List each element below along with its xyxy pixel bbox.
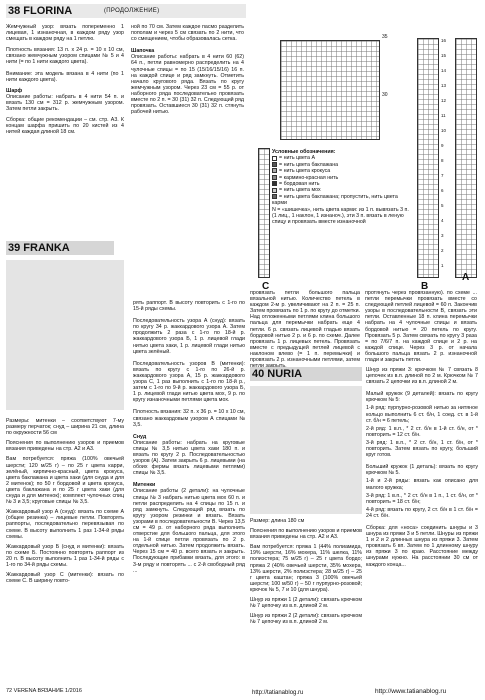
knitting-chart-a bbox=[417, 38, 439, 278]
section-title-nuria: 40 NURIA bbox=[252, 368, 303, 380]
knitting-chart-b bbox=[455, 38, 477, 278]
nuria-text: Размер: длина 180 см bbox=[250, 518, 305, 524]
nuria-text: Пояснения по выполнению узоров и приемов вязания приведены на стр. А2 и А3. bbox=[250, 528, 362, 541]
franka-text: Жаккардовый узор А (снуд): вязать по схеме А (общее резинка) – лицевые петли. Повторять раппорты, последовательно перевязывая по схеме. В высоту выполнить 1 раз 1-34-й ряды схемы. bbox=[6, 509, 124, 540]
nuria-text: 4-й ряд: вязать по кругу, 2 ст. б/н в 1 ст. б/н = 24 ст. б/н. bbox=[366, 506, 478, 519]
chart-label-c: C bbox=[262, 281, 270, 292]
nuria-column-left bbox=[250, 518, 362, 683]
legend-item: = бордовая нить bbox=[272, 181, 412, 187]
florina-text: ной по 70 см. Затем каждое пасмо разделить пополам и через 5 см связать по 2 нити, что со смещением, чтобы образовалась сетка. bbox=[131, 24, 244, 43]
legend-item: = кармино-красная нить bbox=[272, 175, 412, 181]
chart-row-number: 9 bbox=[441, 143, 444, 148]
florina-text: Жемчужный узор: вязать попеременно 1 лицевая, 1 изнаночная, в каждом ряду узор смещать в каждом ряду на 1 петлю. bbox=[6, 24, 124, 43]
franka-text: Вам потребуется: пряжа (100% овечьей шерсти; 120 м/25 г) – по 25 г цвета карри, зелёный, кирпично-красный, цвета крокуса, цвета баклажана и цвета хаки (для снуда и для 2 митенок); по 50 г бордовой и цвета крокуса, цвета баклажана и по 25 г цвета хаки (для снуда и для митенок); комплект чулочных спиц № 3 и 3,5; круговые спицы № 3,5. bbox=[6, 456, 124, 506]
nuria-text: Сборка: для «носа» соединить шнуры и 3 шнура из пряжи 3 и 5 петли. Шнуры из пряжи 1 и 2 и 2 длинных шнура из пряжи 3. Затем провязать 6 вп. Затем по 1 длинному шнуру из пряжи 3 по краю. Расстояние между шнурами нужно. На расстоянии 30 см от каждого конца... bbox=[366, 524, 478, 568]
florina-text: Плотность вязания: 13 п. x 24 р. = 10 x 10 см, связано жемчужным узором спицами № 5 и 4 нити (= по 1 нити каждого цвета). bbox=[6, 47, 124, 66]
chart-row-label: 35 bbox=[382, 34, 388, 40]
franka-text: Пояснения по выполнению узоров и приемов вязания приведены на стр. А2 и А3. bbox=[6, 440, 124, 453]
legend-item: = нить цвета крокуса bbox=[272, 168, 412, 174]
model-photo-nuria bbox=[250, 386, 362, 514]
subheading: Митенки bbox=[133, 482, 156, 489]
franka-text: Описание работы: набрать на круговые спицы № 3,5 нитью цвета хаки 180 п. и вязать по кругу 2 р. Последовательностью узоров (А). Затем закрыть 6 р. лицевыми (на обоих фермы вязать лицевыми петлями) спицы № 3,5. bbox=[133, 439, 245, 477]
chart-row-number: 16 bbox=[441, 38, 447, 43]
chart-row-label: 30 bbox=[382, 92, 388, 98]
legend-item: N = «шишечка», нить цвета карми: из 1 п. вывязать 3 п. (1 лиц., 1 наклон, 1 изнаноч.), эти 3 п. вязать в леную спицу и провязать вместе изнаночной bbox=[272, 206, 409, 226]
chart-row-number: 2 bbox=[441, 248, 444, 253]
franka-text: рять раппорт. В высоту повторить с 1-го по 15-й ряды схемы. bbox=[133, 300, 245, 313]
legend-item: = нить цвета баклажана bbox=[272, 162, 412, 168]
nuria-text: Шнур из пряжи 3: крючком № 7 связать 8 цепочек из в.п. длиной по 2 м. Крючком № 7 связать 2 цепочки из в.п. длиной 2 м. bbox=[366, 367, 478, 386]
franka-text: провязать петли большого пальца вязальной нитью. Количество петель в каждом 2-м р. увеличивают на 2 п. = 25 п. Затем провязать по 1 р. по кругу до отметки. Над отложенными петлями клина большого пальца для перемычки набрать еще 4 петли. 6 р. связать лицевой гладью вязать бордовой нитью 2 р. и 6 р. по схеме. Далее провязать 1 р. лицевых петель. Провязать вместе с предыдущей петлей лицевой с наклоном влево (= 1 п. перемычки) и провязать 2 р. изнаночными петлями, затем bbox=[250, 290, 360, 364]
franka-text: Жаккардовый узор С (митенки): вязать по схеме С. В ширину повто- bbox=[6, 572, 124, 585]
franka-text: Последовательность узора А (снуд): вязать по кругу 34 р. жаккардового узора А. Затем продолжить 2 раза с 1-го по 18-й р. жаккардового узора Б, 1 р. лицевой глади нитью цвета хаки, 1 р. лицевой глади нитью цвета зелёный. bbox=[133, 318, 245, 355]
nuria-text: 1-й и 2-й ряды: вязать как описано для малого кружка; bbox=[366, 478, 478, 491]
chart-row-number: 15 bbox=[441, 53, 447, 58]
nuria-text: Малый кружок (9 деталей): вязать по кругу крючком № 5: bbox=[366, 391, 478, 404]
franka-text: Последовательность узоров В (митенки): вязать по кругу с 1-го по 26-й р. жаккардового узора А, 15 р. жаккардового узора С, 1 раз выполнить с 1-го по 18-й р., затем с 1-го по 9-й р. жаккардового узора Б, 1 р. лицевой глади нитью цвета мох, 9 р. по кругу изнаночными петлями цвета мох. bbox=[133, 360, 245, 404]
franka-column-mid bbox=[133, 300, 245, 685]
franka-text: Размеры: митенки – соответствуют 7-му размеру перчаток; снуд – ширина 21 см, длина по окружности 56 см bbox=[6, 418, 124, 437]
inline-watermark: http://tatianablog.ru bbox=[252, 690, 304, 696]
chart-row-number: 5 bbox=[441, 203, 444, 208]
franka-column-right-b bbox=[365, 290, 477, 364]
florina-text: Описание работы: набрать в 4 нити 60 (62) 64 п., петли равномерно распределить на 4 чулочные спицы = по 15 (15/16/15/16) 16 п. на каждой спице и ряд замкнуть. Отметить начало кругового ряда. Вязать по кругу жемчужным узором. Через 23 см = 55 р. от наборного ряда последовательно провязать вместе по 2 п. = 30 (31) 32 п. Следующий ряд провязать. Оставшиеся 30 (31) 32 п. стянуть рабочей нитью. bbox=[131, 54, 244, 116]
section-title-florina: 38 FLORINA bbox=[8, 5, 73, 17]
nuria-text: Шнур из пряжи 2 (2 детали): связать крючком № 7 цепочку из в.п. длиной 2 м. bbox=[250, 613, 362, 626]
chart-label-b: B bbox=[421, 281, 429, 292]
page-footer: 72 VERENA ВЯЗАНИЕ 1/2016 bbox=[6, 688, 82, 694]
chart-row-number: 4 bbox=[441, 218, 444, 223]
chart-row-number: 8 bbox=[441, 158, 444, 163]
chart-label-a: A bbox=[462, 272, 470, 283]
nuria-text: Больший кружок (1 деталь): вязать по кругу крючком № 5. bbox=[366, 464, 478, 477]
nuria-text: Шнур из пряжи 1 (2 детали): связать крючком № 7 цепочку из в.п. длиной 2 м. bbox=[250, 597, 362, 610]
chart-row-number: 6 bbox=[441, 188, 444, 193]
chart-row-number: 7 bbox=[441, 173, 444, 178]
page-header bbox=[6, 4, 246, 18]
florina-text: Сборка: общие рекомендации – см. стр. А3. К концам шарфа пришить по 20 кистей из 4 нитей каждая длиной 18 см. bbox=[6, 117, 124, 136]
section-continued-label: (ПРОДОЛЖЕНИЕ) bbox=[104, 8, 160, 14]
chart-row-number: 10 bbox=[441, 128, 447, 133]
chart-row-number: 14 bbox=[441, 68, 447, 73]
chart-row-number: 1 bbox=[441, 263, 444, 268]
nuria-text: 3-й ряд: 1 в.п., * 2 ст. б/н, 1 ст. б/н, от * повторить. Затем вязать по кругу, больший круг готов. bbox=[366, 439, 478, 459]
franka-text: Описание работы (2 детали): на чулочные спицы № 3 набрать нитью цвета мох 60 п. и петли распределить на 4 спицы по 15 п. и ряд замкнуть. Следующий ряд вязать по кругу узором резинки и вязать. Вязать узорами в последовательности В. Через 13,5 см = 49 р. от наборного ряда выполнить отверстие для большого пальца, для этого на 1-й спице петли провязать по 2 р. отдельной нитью. Затем продолжить вязать. Через 15 см = 40 р. всего вязать и закрыть. Последующие прибавки вязать, для этого: в 3-м ряду и повторять ... с 2-й свободный ряд ... bbox=[133, 488, 245, 574]
chart-row-number: 13 bbox=[441, 83, 447, 88]
florina-text: Внимание: эта модель вязана в 4 нити (по 1 нити каждого цвета). bbox=[6, 70, 124, 83]
legend-item: = нить цвета мох bbox=[272, 187, 412, 193]
franka-column-right-a bbox=[250, 290, 360, 364]
nuria-text: 3-й ряд: 1 в.п., * 2 ст. б/н в 1 п., 1 ст. б/н, от * повторить = 18 ст. б/н; bbox=[366, 492, 478, 505]
franka-text: протянуть через провязанную). по схеме ... петли перемычки провязать вместе со следующей петлей лицевой = 60 п. Закончив узоры в последовательности В, связать эти петли. Оставленные 18 п. клина перемычки набрать на 4 чулочные спицы и вязать бордовой нитью = 20 петель по кругу. Провязать 5 р. Затем связать по кругу 3 раза = по 7/6/7 п. на каждой спице и 2 р. на каждой спице. Через 3 р. от начала большого пальца вязать 2 р. изнаночной глади и закрыть петли. bbox=[365, 290, 477, 364]
site-watermark: http://www.tatianablog.ru bbox=[375, 688, 447, 695]
chart-row-number: 11 bbox=[441, 113, 446, 118]
chart-row-number: 12 bbox=[441, 98, 447, 103]
nuria-column-right bbox=[366, 367, 478, 683]
nuria-text: Вам потребуется: пряжа 1 (44% полиамида, 19% шерсти, 16% мохера, 11% шелка, 11% полиэстера; 75 м/25 г) – 25 г цвета бордо; пряжа 2 (40% овечьей шерсти, 35% мохера, 13% шерсти, 2% полиэстера; 28 м/25 г) – 25 г цвета каштан; пряжа 3 (100% овечьей шерсти; 100 м/50 г) – 50 г пурпурно-розовой; крючок № 5, 7 и 10 (для шнура). bbox=[250, 544, 362, 593]
franka-column-left bbox=[6, 418, 124, 683]
florina-text: Описание работы: набрать в 4 нити 54 п. и вязать 130 см = 312 р. жемчужным узором. Затем петли закрыть. bbox=[6, 93, 124, 113]
subheading: Шапочка bbox=[131, 48, 155, 55]
knitting-chart-c bbox=[258, 148, 270, 278]
legend-title: Условные обозначения: bbox=[272, 149, 336, 155]
nuria-text: 2-й ряд: 1 в.п., * 2 ст. б/н в 1-й ст. б/н, от * повторить = 12 ст. б/н. bbox=[366, 425, 478, 438]
franka-text: Жаккардовый узор Б (снуд и митенки): вязать по схеме Б. Постоянно повторять раппорт из 20 п. В высоту выполнить 1 раз 1-34-й ряды с 1-го по 34-й ряды схемы. bbox=[6, 543, 124, 568]
section-title-franka: 39 FRANKA bbox=[8, 242, 70, 254]
nuria-text: 1-й ряд: пурпурно-розовой нитью за нитяное кольцо выполнить 6 ст. б/н, 1 соед. ст. в 1-й ст. б/н = 6 петель; bbox=[366, 405, 478, 424]
legend-item: = нить цвета A bbox=[272, 155, 412, 161]
chart-legend bbox=[272, 149, 412, 226]
subheading: Шарф bbox=[6, 87, 23, 94]
chart-row-number: 3 bbox=[441, 233, 444, 238]
legend-item: = нить цвета баклажана; пропустить, нить цвета карми bbox=[272, 193, 398, 207]
knitting-chart-main bbox=[280, 40, 380, 140]
florina-column-2 bbox=[131, 24, 244, 234]
subheading: Снуд bbox=[133, 433, 147, 440]
franka-text: Плотность вязания: 32 п. x 36 р. = 10 x 10 см, связано жаккардовым узором А спицами № 3,5. bbox=[133, 409, 245, 428]
florina-column-1 bbox=[6, 24, 124, 234]
model-photo-franka bbox=[6, 260, 124, 410]
